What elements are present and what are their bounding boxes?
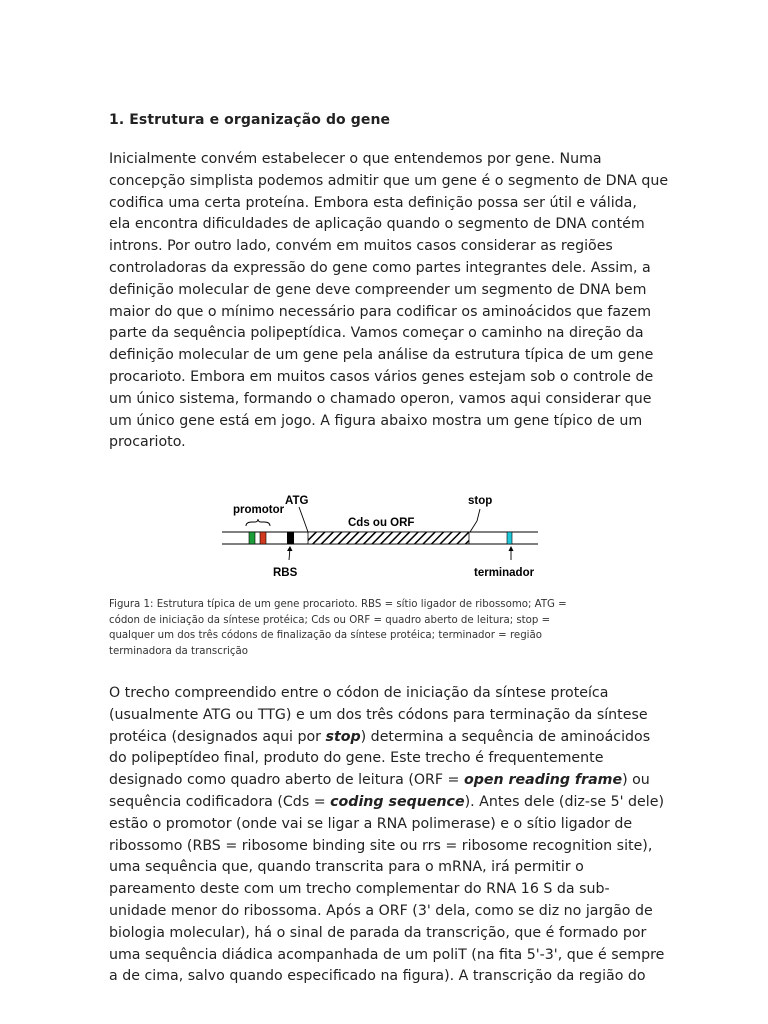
text-line: parte da sequência polipeptídica. Vamos começar o caminho na direção da: [109, 325, 644, 342]
caption-line: códon de iniciação da síntese protéica; Cds ou ORF = quadro aberto de leitura; stop =: [109, 614, 551, 626]
terminator-arrowhead: [509, 546, 514, 551]
text-run: uma sequência que, quando transcrita para o mRNA, irá permitir o: [109, 859, 584, 876]
text-line: um único gene está em jogo. A figura abaixo mostra um gene típico de um: [109, 412, 643, 429]
text-run: (usualmente ATG ou TTG) e um dos três códons para terminação da síntese: [109, 706, 648, 723]
promoter-red-box: [260, 532, 266, 544]
text-line: [109, 814, 664, 836]
text-line: introns. Por outro lado, convém em muitos casos considerar as regiões: [109, 238, 613, 255]
text-line: [109, 727, 664, 749]
label-rbs: RBS: [273, 567, 298, 579]
text-line: ela encontra dificuldades de aplicação quando o segmento de DNA contém: [109, 216, 645, 233]
text-line: Inicialmente convém estabelecer o que entendemos por gene. Numa: [109, 151, 602, 167]
caption-line: Figura 1: Estrutura típica de um gene procarioto. RBS = sítio ligador de ribossomo; ATG =: [109, 599, 567, 610]
text-run: ribossomo (RBS = ribosome binding site ou rrs = ribosome recognition site),: [109, 837, 653, 854]
text-line: [109, 770, 664, 792]
emphasis-term: coding sequence: [330, 793, 465, 810]
text-line: [109, 836, 664, 858]
text-line: concepção simplista podemos admitir que um gene é o segmento de DNA que: [109, 172, 669, 189]
caption-line: terminadora da transcrição: [109, 645, 248, 657]
text-line: um único sistema, formando o chamado operon, vamos aqui considerar que: [109, 390, 652, 407]
gene-diagram: [215, 488, 555, 583]
emphasis-term: open reading frame: [463, 772, 623, 789]
promoter-brace: [246, 519, 270, 526]
text-run: do polipeptídeo final, produto do gene. Este trecho é frequentemente: [109, 750, 604, 767]
text-line: [109, 748, 664, 770]
section-title: 1. Estrutura e organização do gene: [109, 112, 391, 128]
paragraph-intro: [109, 149, 669, 454]
label-atg: ATG: [285, 495, 309, 507]
text-run: uma sequência diádica acompanhada de um poliT (na fita 5'-3', que é sempre: [109, 946, 665, 963]
gene-structure-figure: [215, 488, 555, 583]
caption-line: qualquer um dos três códons de finalização da síntese protéica; terminador = região: [109, 630, 542, 642]
figure-caption: [109, 597, 664, 659]
cds-hatched-region: [308, 532, 469, 544]
text-run: unidade menor do ribossoma. Após a ORF (3' dela, como se diz no jargão de: [109, 902, 653, 919]
promoter-green-box: [249, 532, 255, 544]
label-terminador: terminador: [474, 567, 535, 579]
text-line: definição molecular de um gene pela análise da estrutura típica de um gene: [109, 347, 654, 364]
text-line: controladoras da expressão do gene como partes integrantes dele. Assim, a: [109, 259, 651, 276]
text-line: [109, 705, 664, 727]
text-line: codifica uma certa proteína. Embora esta definição possa ser útil e válida,: [109, 194, 637, 211]
text-run: a de cima, salvo quando especificado na figura). A transcrição da região do: [109, 968, 646, 985]
label-promotor: promotor: [233, 504, 285, 516]
label-stop: stop: [468, 495, 493, 507]
terminator-box: [507, 532, 512, 544]
label-cds: Cds ou ORF: [348, 517, 415, 529]
text-line: [109, 945, 664, 967]
text-run: ) determina a sequência de aminoácidos: [360, 728, 651, 745]
text-line: [109, 683, 664, 705]
text-run: ) ou: [622, 772, 650, 789]
text-line: procarioto.: [109, 434, 186, 451]
text-line: procarioto. Embora em muitos casos vários genes estejam sob o controle de: [109, 368, 654, 385]
text-line: [109, 792, 664, 814]
rbs-arrowhead: [287, 546, 293, 551]
text-line: [109, 966, 664, 988]
text-line: definição molecular de gene deve compreender um segmento de DNA bem: [109, 281, 647, 298]
stop-pointer: [470, 509, 480, 532]
paragraph-orf: [109, 683, 664, 988]
rbs-box: [287, 532, 294, 544]
text-line: [109, 901, 664, 923]
text-line: [109, 923, 664, 945]
text-run: O trecho compreendido entre o códon de iniciação da síntese proteíca: [109, 685, 609, 701]
text-run: estão o promotor (onde vai se ligar a RNA polimerase) e o sítio ligador de: [109, 815, 633, 832]
text-run: sequência codificadora (Cds =: [109, 793, 331, 810]
text-run: biologia molecular), há o sinal de parada da transcrição, que é formado por: [109, 924, 647, 941]
emphasis-term: stop: [325, 728, 361, 745]
text-line: [109, 857, 664, 879]
text-line: [109, 879, 664, 901]
text-run: pareamento deste com um trecho complementar do RNA 16 S da sub-: [109, 881, 610, 898]
text-run: ). Antes dele (diz-se 5' dele): [464, 793, 664, 810]
text-run: protéica (designados aqui por: [109, 728, 326, 745]
atg-pointer: [299, 507, 308, 532]
text-run: designado como quadro aberto de leitura (ORF =: [109, 772, 464, 789]
text-line: maior do que o mínimo necessário para codificar os aminoácidos que fazem: [109, 303, 652, 320]
